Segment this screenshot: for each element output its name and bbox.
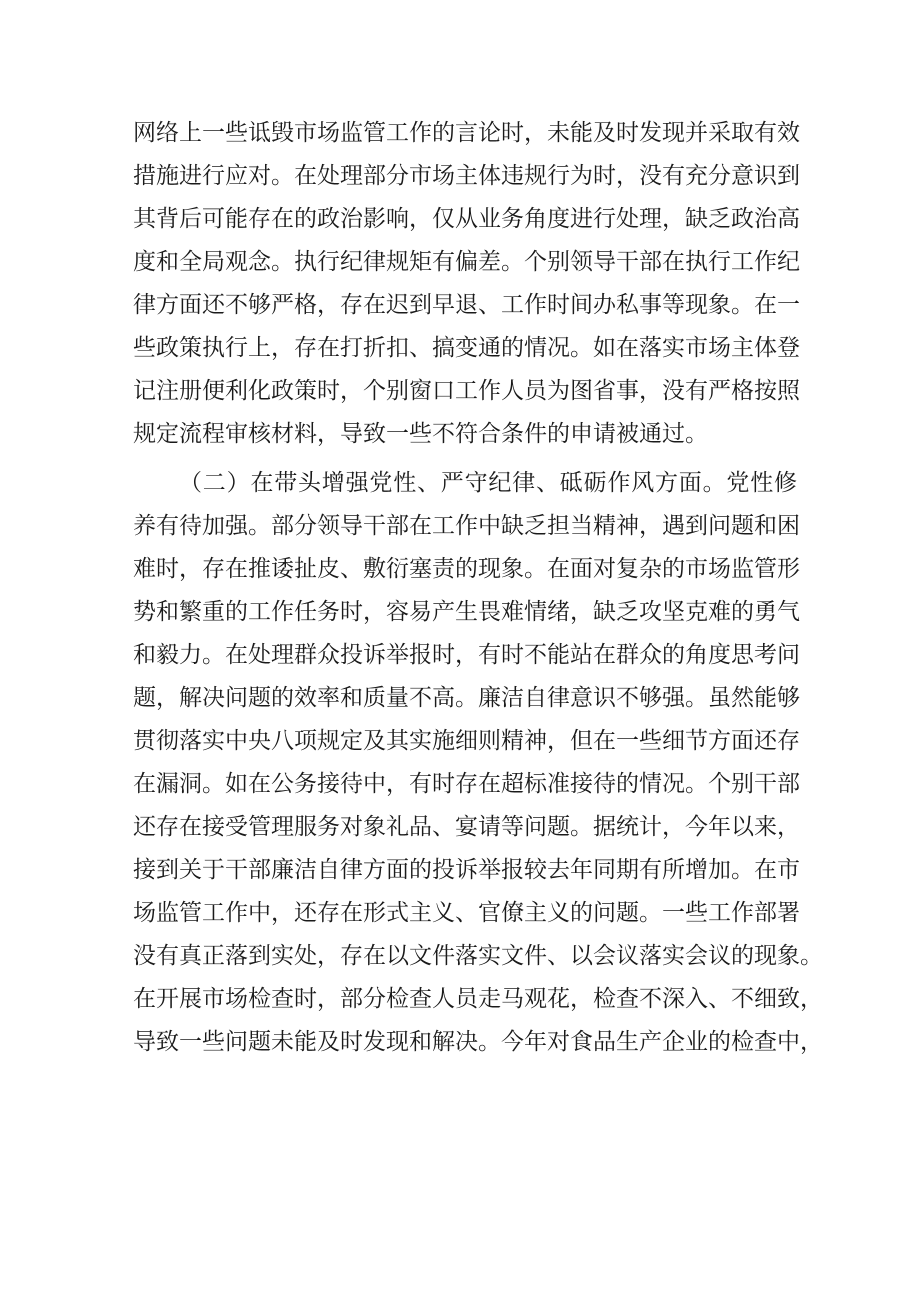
paragraph-line: 记注册便利化政策时，个别窗口工作人员为图省事，没有严格按照 — [133, 378, 800, 404]
paragraph-line: 些政策执行上，存在打折扣、搞变通的情况。如在落实市场主体登 — [133, 335, 800, 361]
paragraph-line: 导致一些问题未能及时发现和解决。今年对食品生产企业的检查中， — [133, 1029, 823, 1055]
paragraph-line: （二）在带头增强党性、严守纪律、砥砺作风方面。党性修 — [179, 470, 797, 496]
document-body — [133, 112, 823, 1064]
paragraph-2 — [133, 462, 823, 1064]
paragraph-line: 措施进行应对。在处理部分市场主体违规行为时，没有充分意识到 — [133, 163, 800, 189]
paragraph-line: 其背后可能存在的政治影响，仅从业务角度进行处理，缺乏政治高 — [133, 206, 800, 232]
paragraph-1 — [133, 112, 800, 456]
paragraph-line: 规定流程审核材料，导致一些不符合条件的申请被通过。 — [133, 421, 708, 447]
paragraph-line: 度和全局观念。执行纪律规矩有偏差。个别领导干部在执行工作纪 — [133, 249, 800, 275]
paragraph-line: 难时，存在推诿扯皮、敷衍塞责的现象。在面对复杂的市场监管形 — [133, 556, 800, 582]
paragraph-line: 在开展市场检查时，部分检查人员走马观花，检查不深入、不细致， — [133, 986, 823, 1012]
paragraph-line: 贯彻落实中央八项规定及其实施细则精神，但在一些细节方面还存 — [133, 728, 800, 754]
paragraph-line: 网络上一些诋毁市场监管工作的言论时，未能及时发现并采取有效 — [133, 120, 800, 146]
paragraph-line: 接到关于干部廉洁自律方面的投诉举报较去年同期有所增加。在市 — [133, 857, 800, 883]
paragraph-line: 和毅力。在处理群众投诉举报时，有时不能站在群众的角度思考问 — [133, 642, 800, 668]
paragraph-line: 题，解决问题的效率和质量不高。廉洁自律意识不够强。虽然能够 — [133, 685, 800, 711]
paragraph-line: 律方面还不够严格，存在迟到早退、工作时间办私事等现象。在一 — [133, 292, 800, 318]
paragraph-line: 势和繁重的工作任务时，容易产生畏难情绪，缺乏攻坚克难的勇气 — [133, 599, 800, 625]
paragraph-line: 场监管工作中，还存在形式主义、官僚主义的问题。一些工作部署 — [133, 900, 800, 926]
paragraph-line: 在漏洞。如在公务接待中，有时存在超标准接待的情况。个别干部 — [133, 771, 800, 797]
paragraph-line: 养有待加强。部分领导干部在工作中缺乏担当精神，遇到问题和困 — [133, 513, 800, 539]
paragraph-line: 没有真正落到实处，存在以文件落实文件、以会议落实会议的现象。 — [133, 943, 823, 969]
paragraph-line: 还存在接受管理服务对象礼品、宴请等问题。据统计，今年以来， — [133, 814, 800, 840]
